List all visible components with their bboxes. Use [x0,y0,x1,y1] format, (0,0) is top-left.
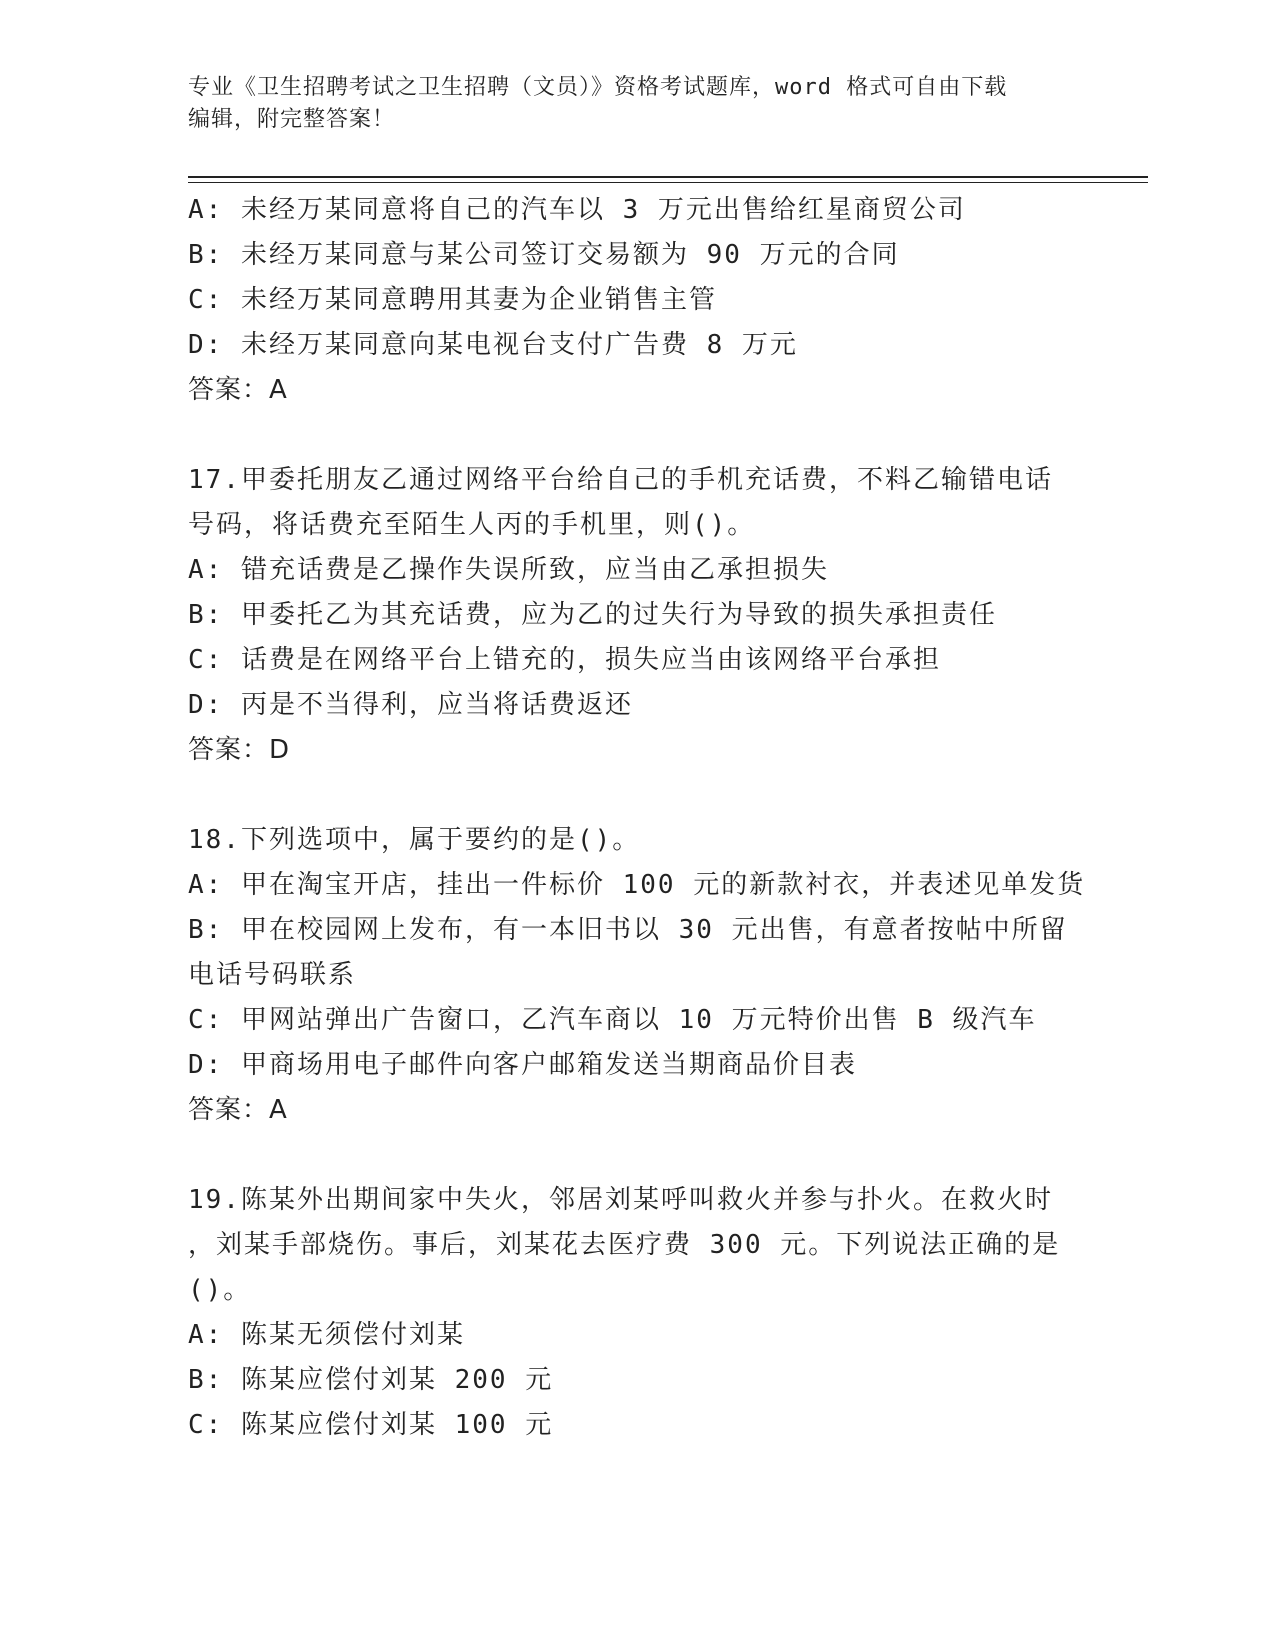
option-c: C: 陈某应偿付刘某 100 元 [188,1410,554,1440]
question-19 [188,1178,1068,1448]
header-rule-thin [188,182,1148,183]
question-list [188,188,1086,1448]
question-stem-continued: ()。 [188,1275,252,1305]
header-line-1: 专业《卫生招聘考试之卫生招聘（文员）》资格考试题库，word 格式可自由下载 [188,75,1008,100]
option-b: B: 陈某应偿付刘某 200 元 [188,1365,554,1395]
option-a: A: 陈某无须偿付刘某 [188,1320,465,1350]
question-stem-continued: ，刘某手部烧伤。事后，刘某花去医疗费 300 元。下列说法正确的是 [188,1230,1061,1260]
question-stem-continued: 号码，将话费充至陌生人丙的手机里，则()。 [188,510,756,540]
question-16 [188,188,1068,413]
answer: 答案：A [188,1095,288,1125]
option-b: B: 未经万某同意与某公司签订交易额为 90 万元的合同 [188,240,900,270]
option-b: B: 甲委托乙为其充话费，应为乙的过失行为导致的损失承担责任 [188,600,997,630]
spacer [188,1133,1068,1178]
document-header [188,72,1068,136]
question-stem: 19.陈某外出期间家中失火，邻居刘某呼叫救火并参与扑火。在救火时 [188,1185,1053,1215]
option-c: C: 甲网站弹出广告窗口，乙汽车商以 10 万元特价出售 B 级汽车 [188,1005,1037,1035]
option-d: D: 未经万某同意向某电视台支付广告费 8 万元 [188,330,798,360]
answer: 答案：A [188,375,288,405]
question-18 [188,818,1086,1133]
spacer [188,413,1068,458]
option-b: B: 甲在校园网上发布，有一本旧书以 30 元出售，有意者按帖中所留 [188,915,1068,945]
option-c: C: 未经万某同意聘用其妻为企业销售主管 [188,285,717,315]
option-d: D: 丙是不当得利，应当将话费返还 [188,690,633,720]
spacer [188,773,1068,818]
option-a: A: 未经万某同意将自己的汽车以 3 万元出售给红星商贸公司 [188,195,966,225]
question-stem: 17.甲委托朋友乙通过网络平台给自己的手机充话费，不料乙输错电话 [188,465,1053,495]
option-c: C: 话费是在网络平台上错充的，损失应当由该网络平台承担 [188,645,941,675]
option-d: D: 甲商场用电子邮件向客户邮箱发送当期商品价目表 [188,1050,857,1080]
option-b-continued: 电话号码联系 [188,960,357,990]
header-rule-thick [188,176,1148,178]
header-line-2: 编辑，附完整答案！ [188,107,396,132]
question-17 [188,458,1068,773]
option-a: A: 错充话费是乙操作失误所致，应当由乙承担损失 [188,555,829,585]
question-stem: 18.下列选项中，属于要约的是()。 [188,825,641,855]
answer: 答案：D [188,735,291,765]
option-a: A: 甲在淘宝开店，挂出一件标价 100 元的新款衬衣，并表述见单发货 [188,870,1086,900]
